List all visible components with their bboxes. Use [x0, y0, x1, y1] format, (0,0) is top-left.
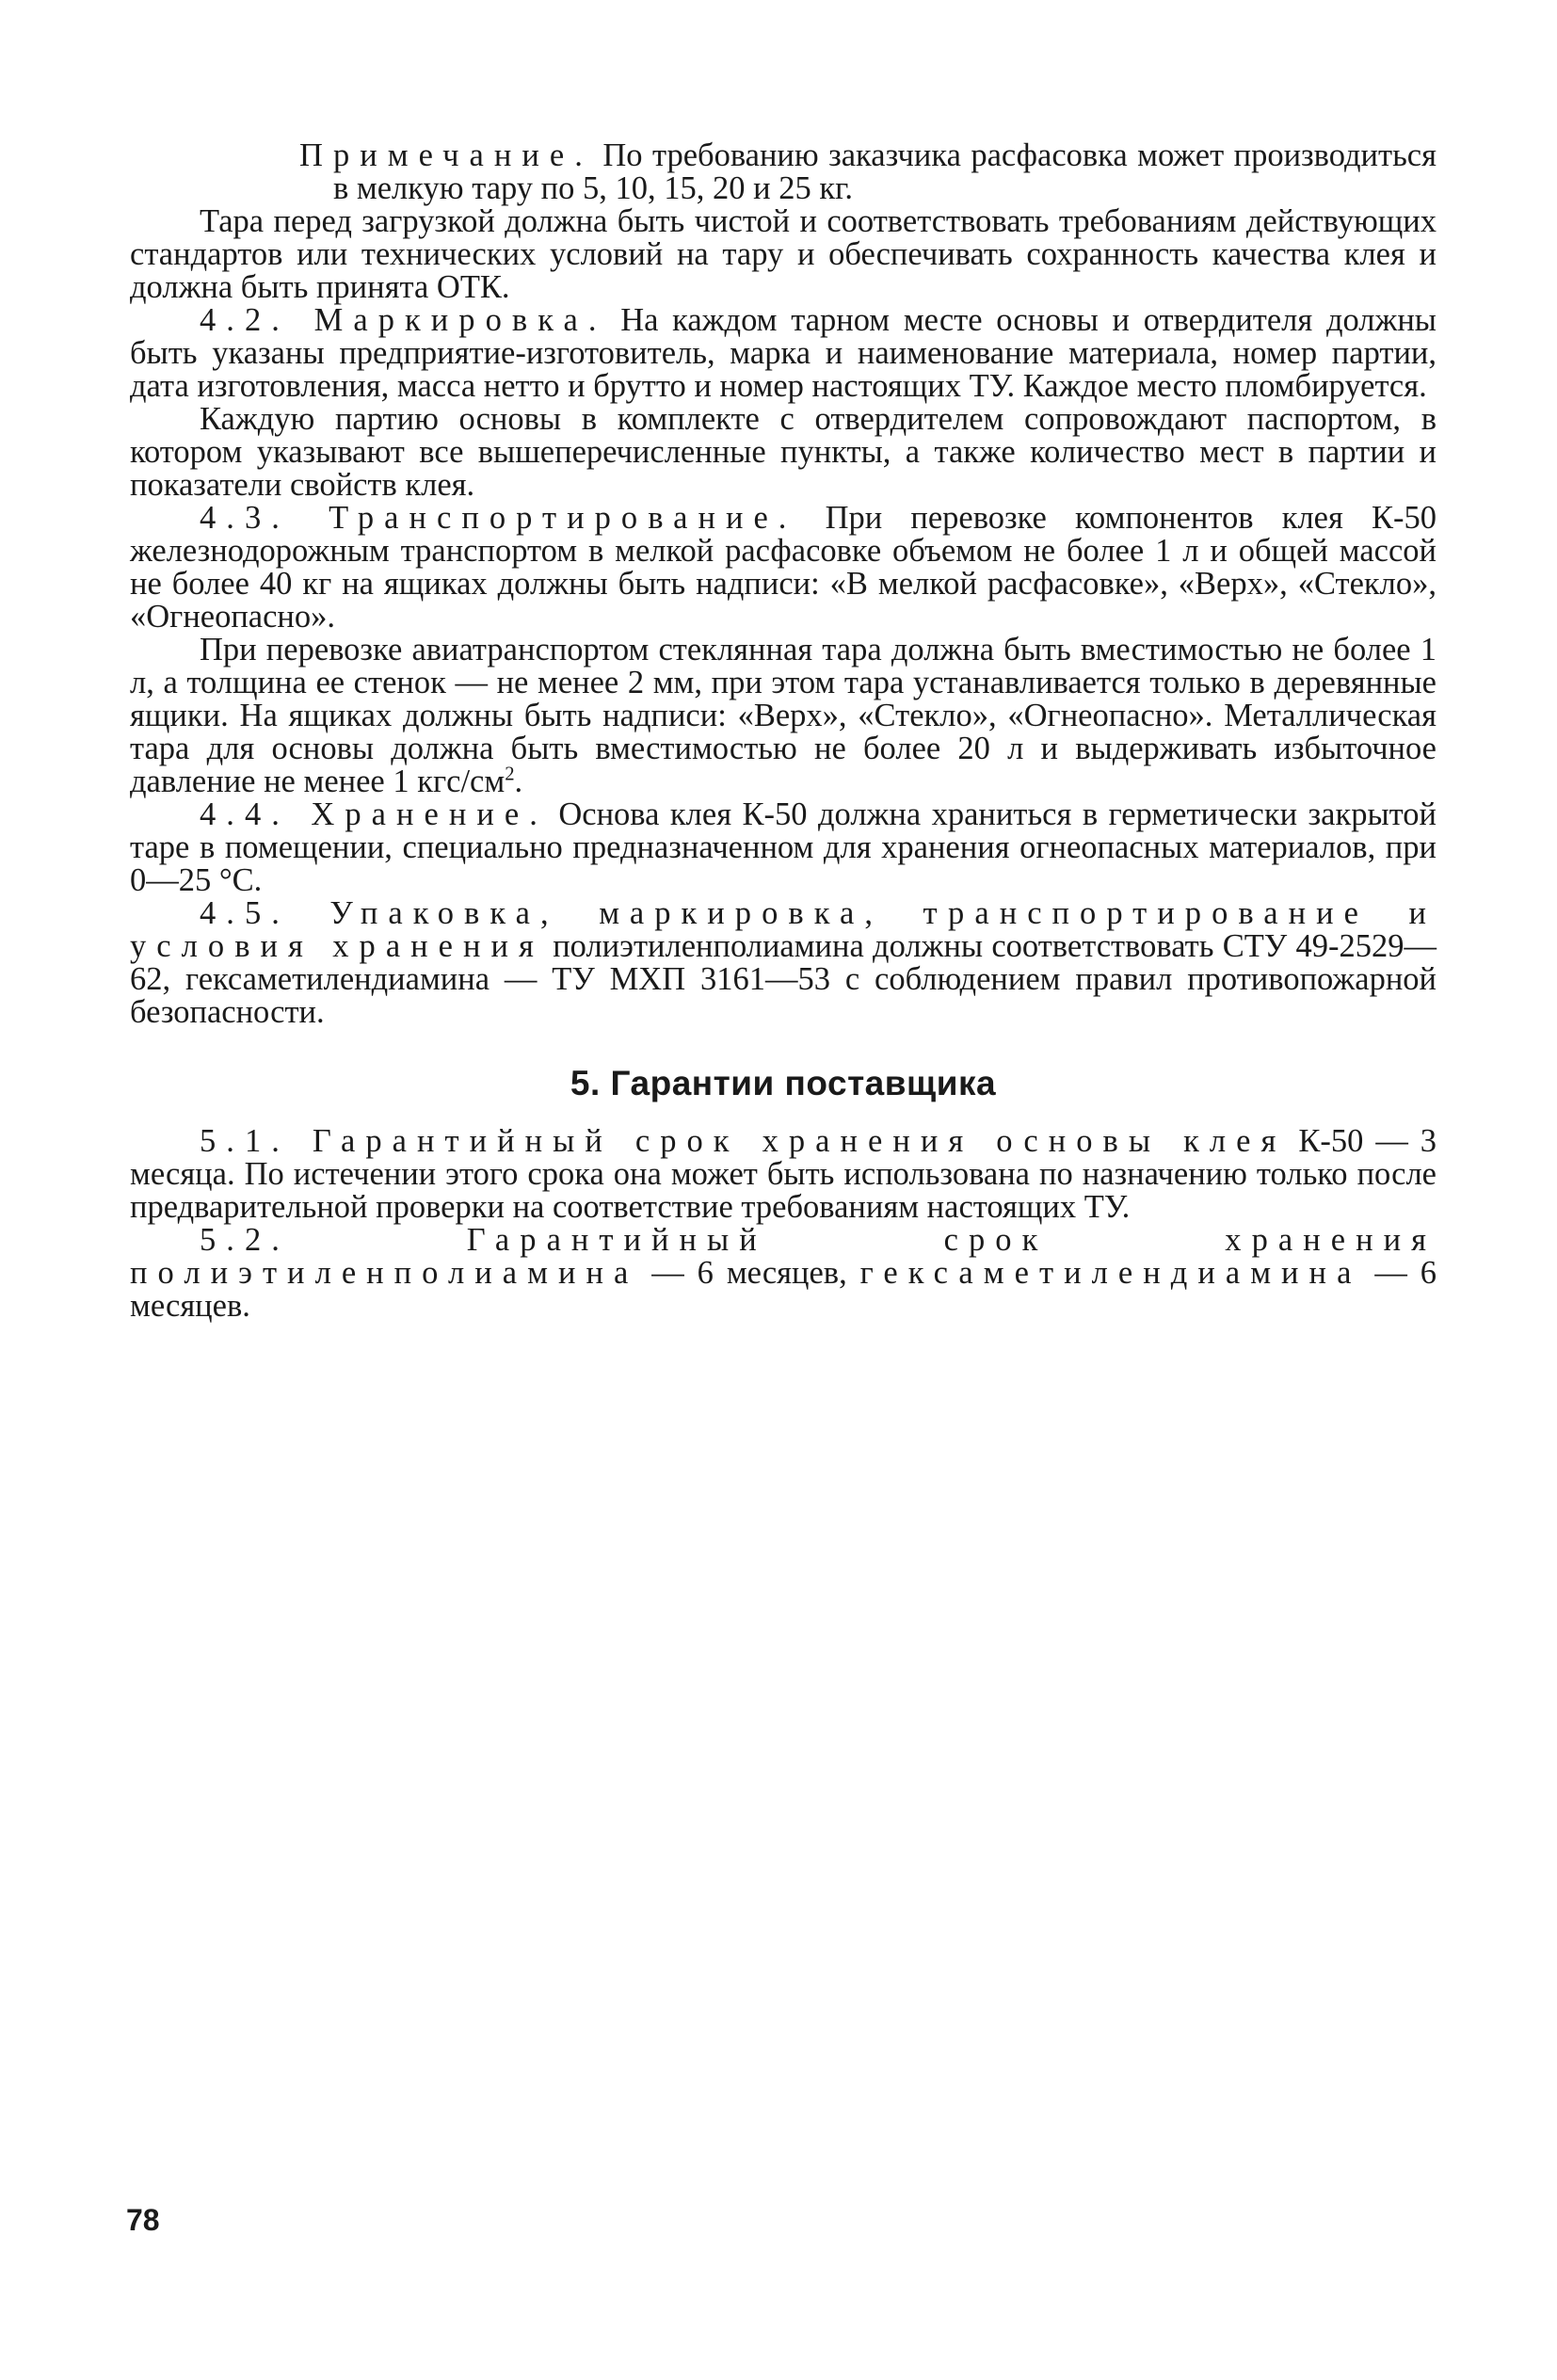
note-paragraph [299, 139, 1437, 205]
paragraph-text: Каждую партию основы в комплекте с отвердителем сопровождают паспортом, в котором указывают все вышеперечисленные пункты, а также количество мест в партии и показатели свойств клея. [130, 401, 1437, 503]
note-text: По требованию заказчика расфасовка может производиться в мелкую тару по 5, 10, 15, 20 и 25 кг. [333, 137, 1437, 206]
paragraph-5-1 [130, 1125, 1437, 1224]
paragraph-text: К-50 — 3 месяца. По истечении этого срока она может быть использована по назначению только после предварительной проверки на соответствие требованиям настоящих ТУ. [130, 1123, 1437, 1225]
clause-label-5-2: 5.2. Гарантийный срок хранения полиэтиленполиамина [130, 1222, 1437, 1291]
clause-label-4-3: 4.3. Транспортирование. [200, 500, 797, 536]
paragraph-4-5 [130, 897, 1437, 1029]
note-label: Примечание. [299, 137, 593, 173]
paragraph-5-2 [130, 1224, 1437, 1323]
paragraph-container-requirements [130, 205, 1437, 304]
section-title: 5. Гарантии поставщика [570, 1064, 997, 1102]
spaced-term: гексаметилендиамина [859, 1255, 1362, 1291]
paragraph-text: На каждом тарном месте основы и отвердителя должны быть указаны предприятие-изготовитель, марка и наименование материала, номер партии, дата изготовления, масса нетто и брутто и номер настоящих ТУ. Каждое место пломбируется. [130, 302, 1437, 404]
paragraph-4-4 [130, 798, 1437, 897]
paragraph-text-end: — 6 месяцев. [130, 1255, 1437, 1324]
clause-label-4-2: 4.2. Маркировка. [200, 302, 607, 338]
page-number: 78 [126, 2203, 160, 2237]
paragraph-air-transport [130, 634, 1437, 798]
paragraph-text: При перевозке компонентов клея К-50 железнодорожным транспортом в мелкой расфасовке объемом не более 1 л и общей массой не более 40 кг на ящиках должны быть надписи: «В мелкой расфасовке», «Верх», «Стекло», «Огнеопасно». [130, 500, 1437, 635]
superscript: 2 [505, 764, 515, 785]
document-page [130, 139, 1437, 1323]
clause-label-4-4: 4.4. Хранение. [200, 796, 548, 832]
paragraph-4-2 [130, 304, 1437, 403]
paragraph-text: полиэтиленполиамина должны соответствовать СТУ 49-2529—62, гексаметилендиамина — ТУ МХП 3161—53 с соблюдением правил противопожарной безопасности. [130, 928, 1437, 1030]
clause-label-4-5: 4.5. Упаковка, маркировка, транспортирование и условия хранения [130, 895, 1437, 964]
paragraph-text: — 6 месяцев, [638, 1255, 860, 1291]
paragraph-passport [130, 403, 1437, 502]
paragraph-text: При перевозке авиатранспортом стеклянная тара должна быть вместимостью не более 1 л, а толщина ее стенок — не менее 2 мм, при этом тара устанавливается только в деревянные ящики. На ящиках должны быть надписи: «Верх», «Стекло», «Огнеопасно». Металлическая тара для основы должна быть вместимостью не более 20 л и выдерживать избыточное давление не менее 1 кгс/см [130, 632, 1437, 799]
paragraph-4-3 [130, 502, 1437, 634]
paragraph-text-end: . [514, 764, 523, 799]
paragraph-text: Тара перед загрузкой должна быть чистой и соответствовать требованиям действующих стандартов или технических условий на тару и обеспечивать сохранность качества клея и должна быть принята ОТК. [130, 203, 1437, 305]
clause-label-5-1: 5.1. Гарантийный срок хранения основы клея [200, 1123, 1287, 1159]
paragraph-text: Основа клея К-50 должна храниться в герметически закрытой таре в помещении, специально предназначенном для хранения огнеопасных материалов, при 0—25 °С. [130, 796, 1437, 898]
